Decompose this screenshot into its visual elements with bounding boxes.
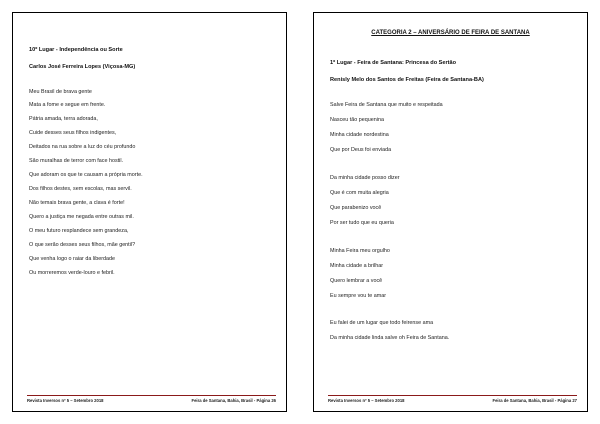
poem-line: Meu Brasil de brava gente: [29, 89, 92, 95]
poem-line: Minha cidade nordestina: [330, 132, 389, 138]
poem-line: Da minha cidade posso dizer: [330, 175, 400, 181]
page-footer: [27, 395, 276, 403]
footer-magazine-issue: Revista Inversos nº 5 – Setembro 2018: [27, 398, 104, 403]
poem-line: Que venha logo o raiar da liberdade: [29, 256, 116, 262]
poem-line: Pátria amada, terra adorada,: [29, 116, 98, 122]
poem-line: Eu falei de um lugar que todo feirense ama: [330, 320, 434, 326]
category-title: CATEGORIA 2 – ANIVERSÁRIO DE FEIRA DE SANTANA: [371, 30, 530, 36]
poem-line: Quero a justiça me negada entre outras mil.: [29, 214, 134, 220]
poem-line: Que é com muita alegria: [330, 190, 389, 196]
right-page-body: [330, 60, 575, 83]
poem-line: Não temais brava gente, a clava é forte!: [29, 200, 125, 206]
poem-line: Salve Feira de Santana que muito e respeitada: [330, 102, 443, 108]
poem-line: Eu sempre vou te amar: [330, 293, 387, 299]
footer-page-number: Feira de Santana, Bahia, Brasil - Página 27: [492, 398, 577, 403]
poem-line: O meu futuro resplandece sem grandeza,: [29, 228, 129, 234]
footer-magazine-issue: Revista Inversos nº 5 – Setembro 2018: [328, 398, 405, 403]
poem-line: Da minha cidade linda salve oh Feira de Santana.: [330, 335, 450, 341]
poem-line: Que por Deus foi enviada: [330, 147, 392, 153]
poem-place-heading: 10º Lugar - Independência ou Sorte: [29, 47, 123, 53]
page-26: [12, 12, 287, 412]
poem-text: [29, 89, 274, 329]
poem-line: Nasceu tão pequenina: [330, 117, 384, 123]
poem-line: Quero lembrar a você: [330, 278, 383, 284]
poem-line: Que adoram os que te causam a própria morte.: [29, 172, 143, 178]
poem-line: Que parabenizo você: [330, 205, 382, 211]
footer-page-number: Feira de Santana, Bahia, Brasil - Página 26: [191, 398, 276, 403]
poem-line: São muralhas de terror com face hostil.: [29, 158, 124, 164]
poem-line: Cuide desses seus filhos indigentes,: [29, 130, 117, 136]
poem-author: Renisly Melo dos Santos de Freitas (Feira de Santana-BA): [330, 77, 484, 83]
left-page-body: [29, 47, 274, 70]
poem-place-heading: 1º Lugar - Feira de Santana: Princesa do Sertão: [330, 60, 457, 66]
page-footer: [328, 395, 577, 403]
poem-line: Deitados na rua sobre a luz do céu profundo: [29, 144, 136, 150]
poem-line: Mata a fome e segue em frente.: [29, 102, 106, 108]
poem-author: Carlos José Ferreira Lopes (Viçosa-MG): [29, 64, 136, 70]
poem-line: Ou morreremos verde-louro e febril.: [29, 270, 115, 276]
poem-line: O que serão desses seus filhos, mãe gentil?: [29, 242, 136, 248]
poem-line: Dos filhos destes, sem escolas, mas servil.: [29, 186, 132, 192]
poem-line: Minha cidade a brilhar: [330, 263, 384, 269]
poem-text: [330, 102, 575, 362]
page-27: [313, 12, 588, 412]
poem-line: Por ser tudo que eu queria: [330, 220, 394, 226]
poem-line: Minha Feira meu orgulho: [330, 248, 390, 254]
